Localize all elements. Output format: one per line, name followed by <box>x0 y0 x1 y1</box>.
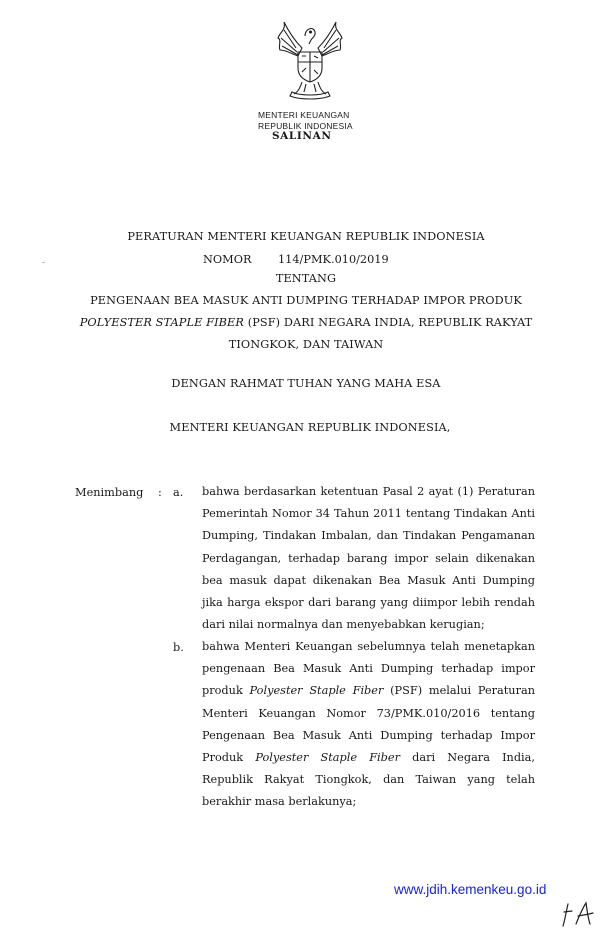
regulation-title: PERATURAN MENTERI KEUANGAN REPUBLIK INDONESIA <box>127 230 485 243</box>
considering-label: Menimbang <box>75 486 144 499</box>
considering-colon: : <box>158 486 162 499</box>
copy-stamp: SALINAN <box>272 130 332 142</box>
scan-speck <box>42 262 45 263</box>
item-a-marker: a. <box>173 486 184 499</box>
invocation: DENGAN RAHMAT TUHAN YANG MAHA ESA <box>171 377 441 390</box>
nomor-label: NOMOR <box>203 253 252 266</box>
garuda-emblem-icon <box>272 18 348 100</box>
subject-line-2-rest: (PSF) DARI NEGARA INDIA, REPUBLIK RAKYAT <box>244 316 533 329</box>
item-b-product-italic: Polyester Staple Fiber <box>249 684 384 698</box>
item-b-marker: b. <box>173 641 184 654</box>
item-b-text <box>202 636 535 814</box>
initials-signature-icon <box>560 900 596 928</box>
item-b-product-italic: Polyester Staple Fiber <box>255 751 400 765</box>
item-b-text-part: dari Negara India, Republik Rakyat Tiongkok, dan Taiwan yang telah berakhir masa berlakunya; <box>202 751 535 809</box>
subject-line-1: PENGENAAN BEA MASUK ANTI DUMPING TERHADAP IMPOR PRODUK <box>90 294 522 307</box>
nomor-value: 114/PMK.010/2019 <box>278 253 389 266</box>
minister-heading: MENTERI KEUANGAN REPUBLIK INDONESIA, <box>169 421 451 434</box>
item-b-text-part: bahwa Menteri Keuangan sebelumnya telah menetapkan pengenaan Bea Masuk Anti Dumping terhadap impor produk <box>202 640 535 698</box>
subject-product-italic: POLYESTER STAPLE FIBER <box>79 316 244 329</box>
ministry-name: MENTERI KEUANGAN <box>258 110 350 120</box>
subject-line-2 <box>0 316 612 329</box>
item-b-text-part: (PSF) melalui Peraturan Menteri Keuangan Nomor 73/PMK.010/2016 tentang Pengenaan Bea Masuk Anti Dumping terhadap Impor Produk <box>202 684 535 765</box>
ministry-country: REPUBLIK INDONESIA <box>258 121 353 131</box>
subject-line-3: TIONGKOK, DAN TAIWAN <box>228 338 384 351</box>
tentang-heading: TENTANG <box>275 272 337 285</box>
item-a-text: bahwa berdasarkan ketentuan Pasal 2 ayat (1) Peraturan Pemerintah Nomor 34 Tahun 2011 tentang Tindakan Anti Dumping, Tindakan Imbalan, dan Tindakan Pengamanan Perdagangan, terhadap barang impor selain dikenakan bea masuk dapat dikenakan Bea Masuk Anti Dumping jika harga ekspor dari barang yang diimpor lebih rendah dari nilai normalnya dan menyebabkan kerugian; <box>202 485 535 632</box>
footer-website-link[interactable]: www.jdih.kemenkeu.go.id <box>394 882 547 897</box>
